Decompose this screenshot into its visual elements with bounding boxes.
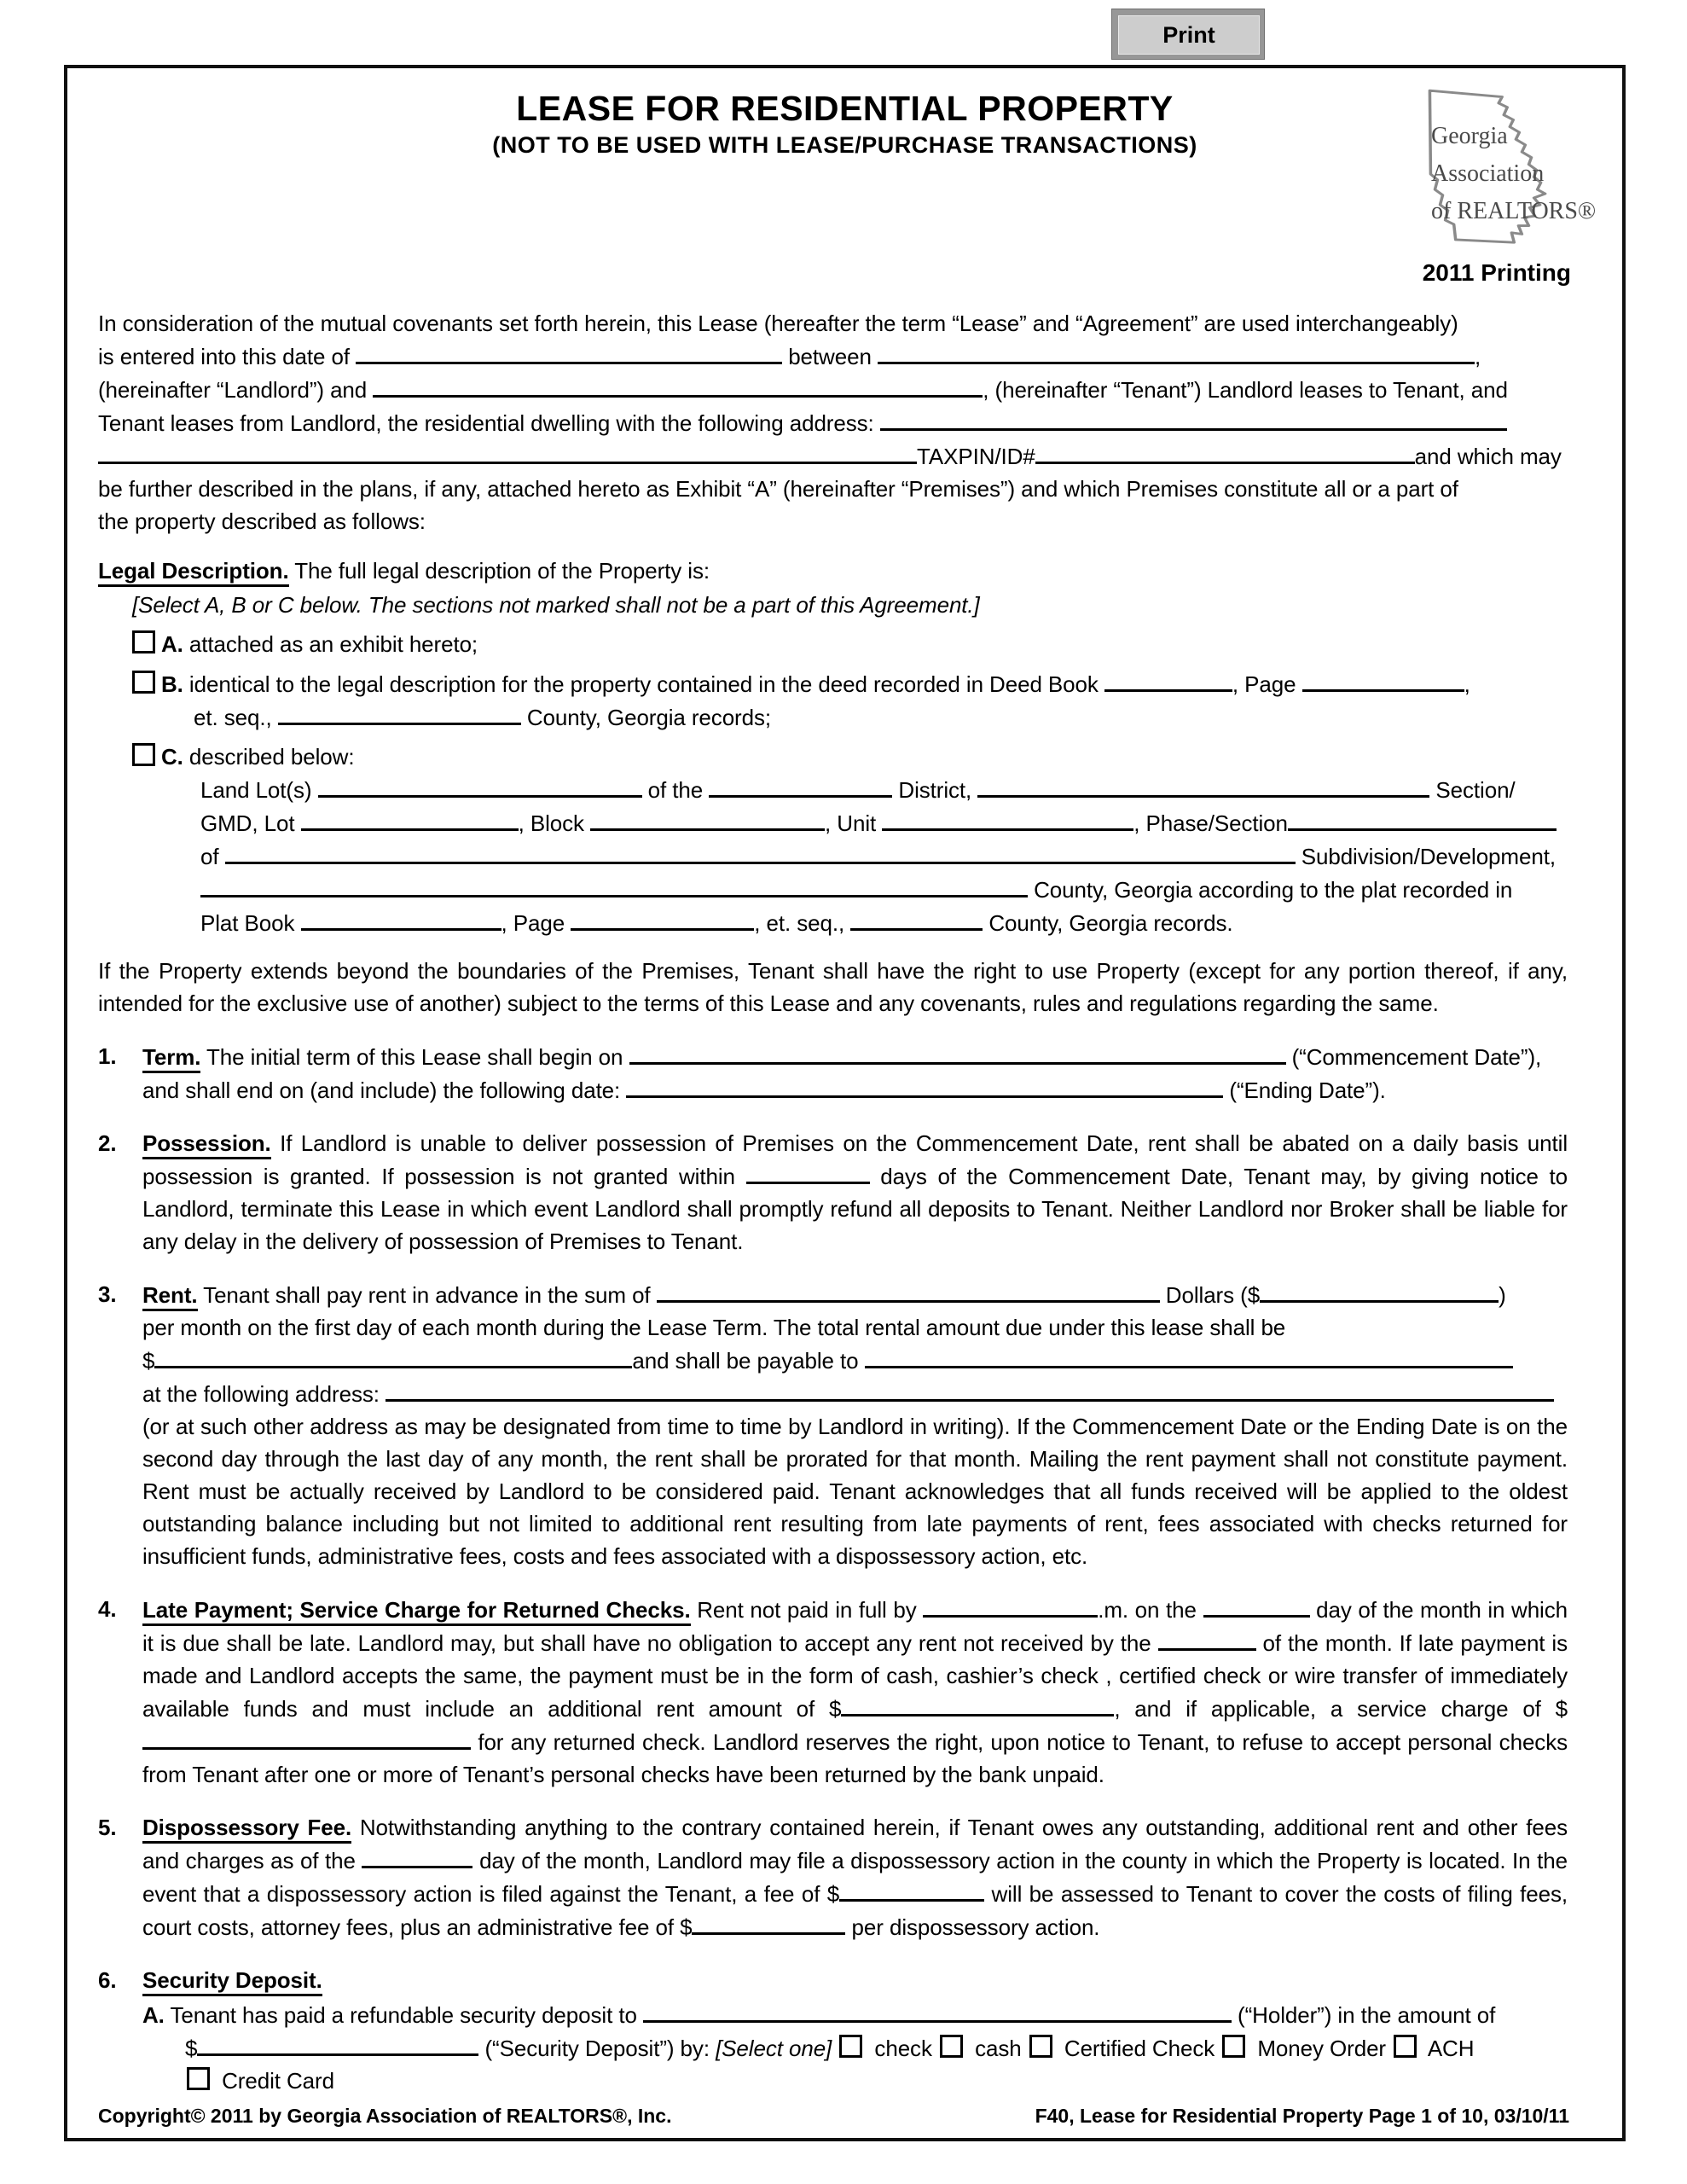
document-body <box>98 307 1568 2094</box>
text-run: , Unit <box>825 810 883 836</box>
text-run: (or at such other address as may be designated from time to time by Landlord in writing). If the Commencement Date or the Ending Date is on the second day through the last day of any month, the rent shall be prorated for that month. Mailing the rent payment shall not constitute payment. Rent must be actually received by Landlord to be considered paid. Tenant acknowledges that all funds received will be applied to the oldest outstanding balance including but not limited to additional rent resulting from late payments of rent, fees associated with checks returned for insufficient funds, administrative fees, costs and fees associated with a dispossessory action, etc. <box>142 1414 1568 1569</box>
text-run: of the month. If late payment is made and Landlord accepts the same, the payment must be in the form of cash, cashier’s check , certified check or wire transfer of immediately available funds and must include an additional rent amount of $ <box>142 1630 1568 1722</box>
printing-edition: 2011 Printing <box>1422 259 1571 286</box>
blank-field[interactable] <box>1035 439 1415 464</box>
checkbox[interactable] <box>132 671 155 694</box>
blank-field[interactable] <box>142 1725 471 1750</box>
text-run: [Select one] <box>716 2036 838 2061</box>
text-run: per dispossessory action. <box>845 1914 1100 1940</box>
blank-field[interactable] <box>878 340 1475 364</box>
legal-description-heading <box>98 555 1568 587</box>
text-run: of <box>200 844 225 869</box>
document-title: LEASE FOR RESIDENTIAL PROPERTY <box>516 89 1174 128</box>
checkbox[interactable] <box>1222 2035 1245 2058</box>
logo-line: of REALTORS® <box>1431 198 1597 224</box>
checkbox[interactable] <box>132 743 155 766</box>
blank-field[interactable] <box>98 439 917 464</box>
section-number: 6. <box>98 1967 117 1993</box>
text-run: cash <box>968 2036 1028 2061</box>
legal-option-c <box>130 741 1568 773</box>
section-security-deposit <box>98 1964 1568 2094</box>
text-run: Tenant leases from Landlord, the residential dwelling with the following address: <box>98 410 880 436</box>
blank-field[interactable] <box>301 906 501 931</box>
blank-field[interactable] <box>225 839 1296 864</box>
section-number: 1. <box>98 1043 117 1069</box>
text-run: , and if applicable, a service charge of $ <box>1114 1696 1568 1722</box>
blank-field[interactable] <box>318 773 642 798</box>
blank-field[interactable] <box>301 806 519 831</box>
text-run: for any returned check. Landlord reserves the right, upon notice to Tenant, to refuse to accept personal checks from Tenant after one or more of Tenant’s personal checks have been returned by the bank unpaid. <box>142 1729 1568 1787</box>
text-run: Credit Card <box>216 2068 334 2094</box>
text-run: Land Lot(s) <box>200 777 318 803</box>
text-run: , Page <box>501 910 571 936</box>
text-run: Tenant has paid a refundable security deposit to <box>164 2002 643 2028</box>
blank-field[interactable] <box>1158 1626 1256 1651</box>
gar-logo <box>1394 84 1597 254</box>
blank-field[interactable] <box>880 406 1507 431</box>
text-run: Plat Book <box>200 910 301 936</box>
text-run: of the <box>641 777 710 803</box>
blank-field[interactable] <box>278 700 521 725</box>
blank-field[interactable] <box>839 1877 984 1902</box>
legal-select-note <box>132 589 1568 621</box>
text-run: ) <box>1499 1282 1506 1308</box>
section-dispossessory-fee-text <box>142 1811 1568 1943</box>
text-run: Section/ <box>1429 777 1516 803</box>
blank-field[interactable] <box>590 806 825 831</box>
intro-paragraph <box>98 307 1568 537</box>
checkbox[interactable] <box>1394 2035 1417 2058</box>
blank-field[interactable] <box>362 1844 472 1868</box>
text-run: $ <box>185 2036 198 2061</box>
text-run: A. <box>142 2002 165 2028</box>
text-run: Security Deposit. <box>142 1967 322 1996</box>
checkbox[interactable] <box>187 2067 210 2090</box>
text-run: at the following address: <box>142 1381 386 1407</box>
text-run: ACH <box>1423 2036 1475 2061</box>
print-button-label[interactable]: Print <box>1118 15 1260 55</box>
logo-text <box>1431 118 1596 230</box>
text-run: and shall end on (and include) the following date: <box>142 1077 627 1103</box>
text-run: , <box>1474 344 1481 369</box>
blank-field[interactable] <box>571 906 754 931</box>
blank-field[interactable] <box>657 1278 1160 1303</box>
blank-field[interactable] <box>746 1159 870 1184</box>
checkbox[interactable] <box>940 2035 963 2058</box>
section-term-text <box>142 1040 1568 1107</box>
section-term <box>98 1040 1568 1107</box>
logo-line: Association <box>1431 160 1545 187</box>
text-run: Dispossessory Fee. <box>142 1815 351 1844</box>
text-run: Dollars ($ <box>1159 1282 1261 1308</box>
blank-field[interactable] <box>629 1040 1286 1065</box>
section-late-payment <box>98 1593 1568 1791</box>
text-run: (hereinafter “Landlord”) and <box>98 377 374 403</box>
text-run: identical to the legal description for the property contained in the deed recorded in Deed Book <box>183 671 1104 697</box>
text-run: between <box>782 344 878 369</box>
text-run: per month on the first day of each month during the Lease Term. The total rental amount due under this lease shall be <box>142 1315 1286 1340</box>
text-run: attached as an exhibit hereto; <box>183 631 478 657</box>
text-run: County, Georgia according to the plat recorded in <box>1028 877 1513 903</box>
text-run: A. <box>161 631 183 657</box>
text-run: GMD, Lot <box>200 810 301 836</box>
blank-field[interactable] <box>692 1910 845 1935</box>
blank-field[interactable] <box>850 906 983 931</box>
text-run: (“Commencement Date”), <box>1285 1044 1542 1070</box>
blank-field[interactable] <box>1288 806 1557 831</box>
text-run: Notwithstanding anything to the contrary contained herein, if Tenant owes any outstanding, additional rent and other fees and charges as of the <box>142 1815 1568 1873</box>
blank-field[interactable] <box>197 2031 478 2056</box>
section-number: 2. <box>98 1130 117 1156</box>
text-run: The initial term of this Lease shall begin on <box>200 1044 629 1070</box>
section-number: 5. <box>98 1815 117 1840</box>
text-run: [Select A, B or C below. The sections not marked shall not be a part of this Agreement.] <box>132 592 980 618</box>
blank-field[interactable] <box>356 340 782 364</box>
section-number: 4. <box>98 1596 117 1622</box>
text-run: , Block <box>518 810 591 836</box>
section-security-deposit-heading <box>142 1964 1568 1996</box>
section-possession-text <box>142 1127 1568 1258</box>
text-run: check <box>868 2036 938 2061</box>
text-run: described below: <box>183 744 355 770</box>
text-run: County, Georgia records. <box>983 910 1233 936</box>
legal-option-c-details <box>200 773 1568 939</box>
blank-field[interactable] <box>386 1377 1554 1402</box>
section-rent <box>98 1278 1568 1572</box>
text-run: Tenant shall pay rent in advance in the sum of <box>197 1282 657 1308</box>
text-run: the property described as follows: <box>98 508 426 534</box>
text-run: (“Holder”) in the amount of <box>1231 2002 1496 2028</box>
blank-field[interactable] <box>154 1344 632 1368</box>
blank-field[interactable] <box>626 1073 1223 1098</box>
text-run: If the Property extends beyond the boundaries of the Premises, Tenant shall have the right to use Property (except for any portion thereof, if any, intended for the exclusive use of another) subject to the terms of this Lease and any covenants, rules and regulations regarding the same. <box>98 958 1568 1016</box>
text-run: et. seq., <box>194 705 278 730</box>
text-run: $ <box>142 1348 155 1374</box>
text-run: day of the month, Landlord may file a dispossessory action in the county in which the Property is located. In the event that a dispossessory action is filed against the Tenant, a fee of $ <box>142 1848 1568 1907</box>
text-run: Subdivision/Development, <box>1295 844 1556 869</box>
text-run: be further described in the plans, if any, attached hereto as Exhibit “A” (hereinafter “Premises”) and which Premises constitute all or a part of <box>98 476 1458 502</box>
text-run: .m. on the <box>1098 1597 1203 1623</box>
text-run: If Landlord is unable to deliver possession of Premises on the Commencement Date, rent shall be abated on a daily basis until possession is granted. If possession is not granted within <box>142 1130 1568 1189</box>
blank-field[interactable] <box>200 873 1028 897</box>
text-run: Money Order <box>1251 2036 1393 2061</box>
blank-field[interactable] <box>709 773 892 798</box>
text-run: , <box>1464 671 1470 697</box>
text-run: County, Georgia records; <box>520 705 771 730</box>
text-run: and shall be payable to <box>632 1348 865 1374</box>
text-run: TAXPIN/ID# <box>917 444 1035 469</box>
text-run: Certified Check <box>1058 2036 1221 2061</box>
section-dispossessory-fee <box>98 1811 1568 1943</box>
blank-field[interactable] <box>1104 667 1232 692</box>
text-run: is entered into this date of <box>98 344 357 369</box>
text-run: , Phase/Section <box>1133 810 1288 836</box>
section-rent-text <box>142 1278 1568 1572</box>
blank-field[interactable] <box>882 806 1133 831</box>
blank-field[interactable] <box>865 1344 1513 1368</box>
checkbox[interactable] <box>839 2035 862 2058</box>
document-subtitle: (NOT TO BE USED WITH LEASE/PURCHASE TRANSACTIONS) <box>492 132 1197 158</box>
text-run: , Page <box>1232 671 1302 697</box>
text-run: The full legal description of the Property is: <box>288 558 710 584</box>
footer-copyright: Copyright© 2011 by Georgia Association of REALTORS®, Inc. <box>98 2105 672 2127</box>
blank-field[interactable] <box>1203 1593 1310 1618</box>
text-run: , (hereinafter “Tenant”) Landlord leases to Tenant, and <box>983 377 1508 403</box>
text-run: Possession. <box>142 1130 271 1159</box>
text-run: District, <box>892 777 978 803</box>
document-page <box>64 65 1626 2141</box>
property-extends-paragraph <box>98 955 1568 1019</box>
text-run: In consideration of the mutual covenants set forth herein, this Lease (hereafter the term “Lease” and “Agreement” are used interchangeably) <box>98 311 1458 336</box>
text-run: will be assessed to Tenant to cover the costs of filing fees, court costs, attorney fees, plus an administrative fee of $ <box>142 1881 1568 1940</box>
section-possession <box>98 1127 1568 1258</box>
text-run: and which may <box>1414 444 1562 469</box>
legal-option-a <box>130 628 1568 660</box>
text-run: Term. <box>142 1044 200 1073</box>
blank-field[interactable] <box>841 1692 1114 1716</box>
text-run: days of the Commencement Date, Tenant may, by giving notice to Landlord, terminate this Lease in which event Landlord shall promptly refund all deposits to Tenant. Neither Landlord nor Broker shall be liable for any delay in the delivery of possession of Premises to Tenant. <box>142 1164 1568 1254</box>
blank-field[interactable] <box>923 1593 1098 1618</box>
text-run: (“Security Deposit”) by: <box>478 2036 716 2061</box>
print-button[interactable] <box>1111 9 1265 60</box>
checkbox[interactable] <box>1029 2035 1052 2058</box>
footer-form-id: F40, Lease for Residential Property Page 1 of 10, 03/10/11 <box>1035 2105 1569 2127</box>
section-late-payment-text <box>142 1593 1568 1791</box>
text-run: , et. seq., <box>754 910 851 936</box>
blank-field[interactable] <box>977 773 1429 798</box>
blank-field[interactable] <box>643 1998 1232 2023</box>
text-run: Late Payment; Service Charge for Returned Checks. <box>142 1597 691 1626</box>
text-run: day of the month in which it is due shall be late. Landlord may, but shall have no obligation to accept any rent not received by the <box>142 1597 1568 1656</box>
text-run: B. <box>161 671 183 697</box>
legal-option-b <box>130 667 1568 734</box>
blank-field[interactable] <box>1260 1278 1499 1303</box>
text-run: Rent not paid in full by <box>690 1597 924 1623</box>
section-number: 3. <box>98 1281 117 1307</box>
blank-field[interactable] <box>1302 667 1464 692</box>
text-run: Legal Description. <box>98 558 289 587</box>
text-run: (“Ending Date”). <box>1223 1077 1386 1103</box>
text-run: Rent. <box>142 1282 198 1311</box>
checkbox[interactable] <box>132 630 155 653</box>
logo-line: Georgia <box>1431 123 1508 149</box>
blank-field[interactable] <box>373 373 983 398</box>
security-deposit-item-a <box>142 1998 1568 2094</box>
text-run: C. <box>161 744 183 770</box>
